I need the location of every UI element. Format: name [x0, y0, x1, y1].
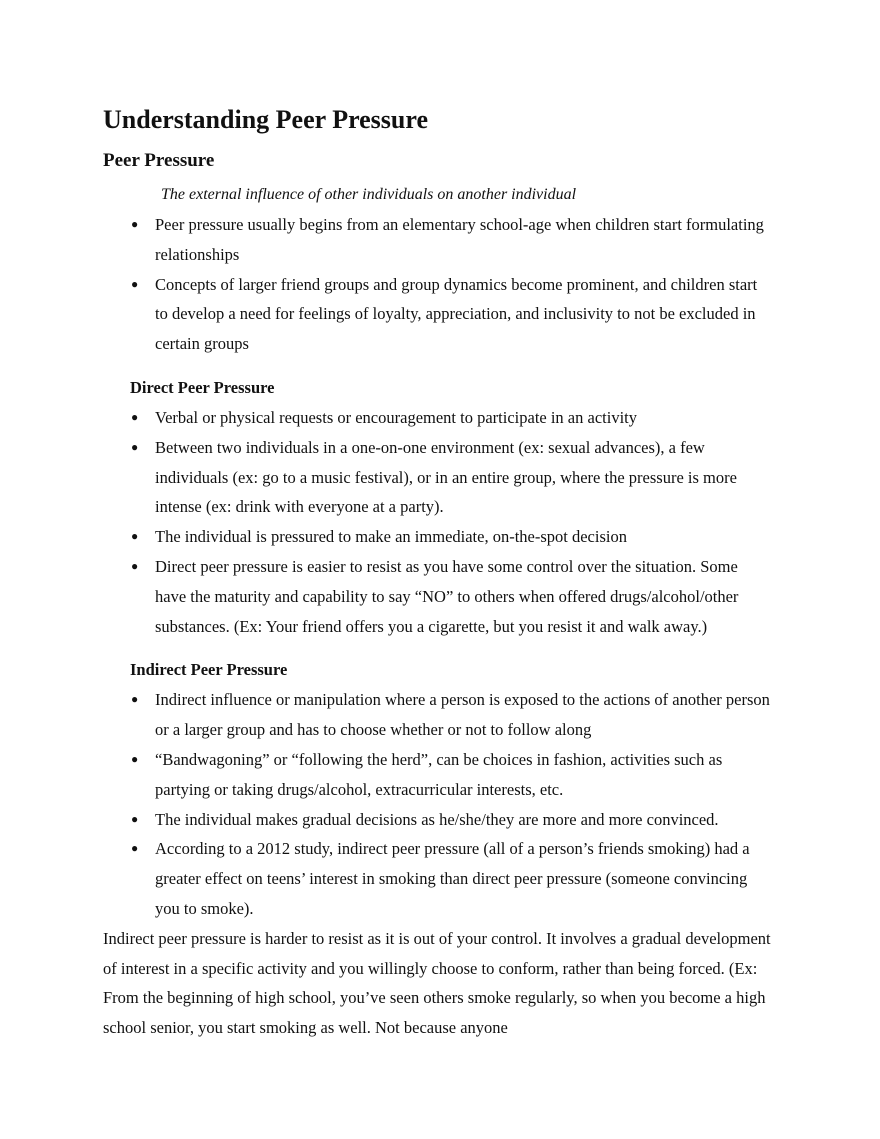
bullet-icon: ●: [131, 529, 139, 544]
bullet-icon: ●: [131, 811, 139, 826]
list-item: ● Between two individuals in a one-on-one environment (ex: sexual advances), a few individuals (ex: go to a music festival), or in an entire group, where the pressure is more intense (ex: drink with everyone at a party).: [103, 433, 773, 522]
list-item: ● The individual makes gradual decisions as he/she/they are more and more convinced.: [103, 805, 773, 835]
list-item: ● “Bandwagoning” or “following the herd”, can be choices in fashion, activities such as partying or taking drugs/alcohol, extracurricular interests, etc.: [103, 745, 773, 805]
list-item: ● Concepts of larger friend groups and group dynamics become prominent, and children start to develop a need for feelings of loyalty, appreciation, and inclusivity to not be excluded in certain groups: [103, 270, 773, 359]
bullet-icon: ●: [131, 409, 139, 424]
list-item: ● Indirect influence or manipulation where a person is exposed to the actions of another person or a larger group and has to choose whether or not to follow along: [103, 685, 773, 745]
bullet-icon: ●: [131, 217, 139, 231]
list-item: ● Peer pressure usually begins from an elementary school-age when children start formulating relationships: [103, 210, 773, 270]
bullet-icon: ●: [131, 439, 139, 454]
subsection-title-indirect: Indirect Peer Pressure: [130, 660, 288, 680]
document-page: [103, 100, 773, 1043]
body-paragraph: Indirect peer pressure is harder to resist as it is out of your control. It involves a gradual development of interest in a specific activity and you willingly choose to conform, rather than being forced. (Ex: From the beginning of high school, you’ve seen others smoke regularly, so when you become a high school senior, you start smoking as well. Not because anyone: [103, 928, 771, 1038]
section-title-peer-pressure: Peer Pressure: [103, 150, 215, 171]
direct-bullet-list: [103, 403, 773, 641]
list-item: ● Direct peer pressure is easier to resist as you have some control over the situation. Some have the maturity and capability to say “NO” to others when offered drugs/alcohol/other substances. (Ex: Your friend offers you a cigarette, but you resist it and walk away.): [103, 552, 773, 641]
bullet-icon: ●: [131, 841, 139, 856]
bullet-icon: ●: [131, 751, 139, 766]
list-item: ● Verbal or physical requests or encouragement to participate in an activity: [103, 403, 773, 433]
subsection-title-direct: Direct Peer Pressure: [130, 377, 275, 397]
definition-text: The external influence of other individuals on another individual: [161, 186, 577, 203]
document-title: Understanding Peer Pressure: [103, 105, 428, 134]
bullet-icon: ●: [131, 558, 139, 573]
list-item: ● The individual is pressured to make an immediate, on-the-spot decision: [103, 522, 773, 552]
bullet-icon: ●: [131, 692, 139, 707]
list-item: ● According to a 2012 study, indirect peer pressure (all of a person’s friends smoking) had a greater effect on teens’ interest in smoking than direct peer pressure (someone convincing you to smoke).: [103, 834, 773, 923]
peer-pressure-bullet-list: [103, 210, 773, 359]
indirect-bullet-list: [103, 685, 773, 923]
bullet-icon: ●: [131, 276, 139, 291]
